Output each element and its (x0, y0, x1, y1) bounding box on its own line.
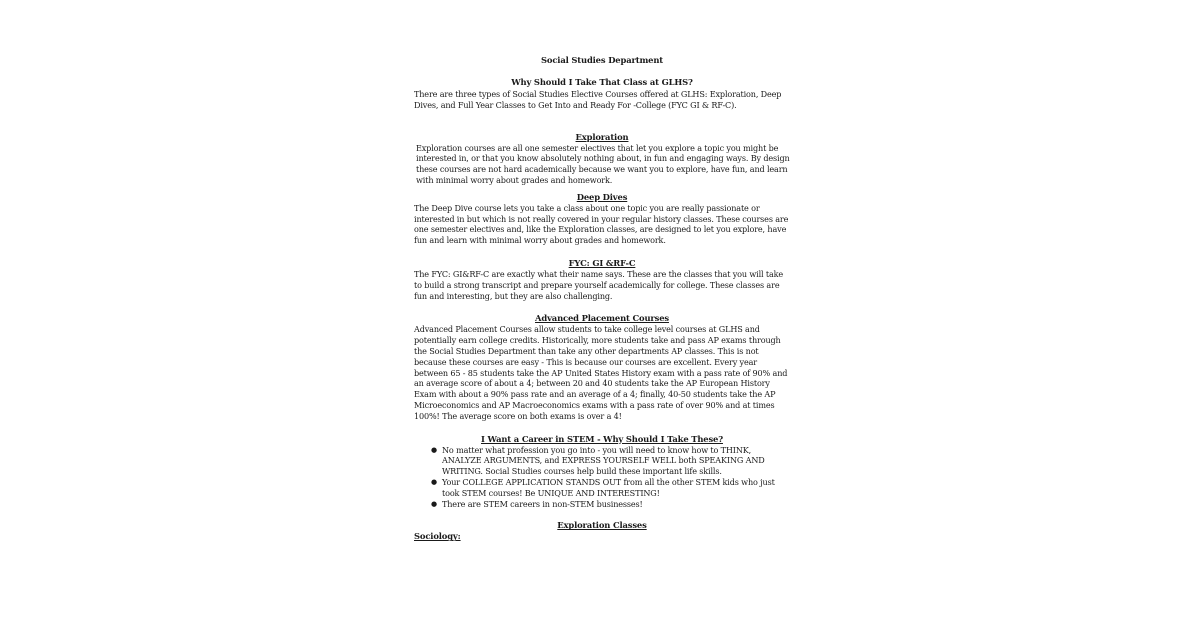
bullet-icon: ● (431, 499, 437, 508)
section-stem (414, 434, 790, 510)
section-heading-fyc: FYC: GI &RF-C (568, 257, 636, 268)
document-subtitle: Why Should I Take That Class at GLHS? (511, 77, 693, 87)
section-heading-ap-courses: Advanced Placement Courses (535, 313, 669, 324)
list-item-text: There are STEM careers in non-STEM businesses! (442, 498, 643, 509)
section-fyc (414, 258, 790, 301)
bullet-icon: ● (431, 445, 437, 454)
document-page (414, 55, 790, 542)
section-heading-deep-dives: Deep Dives (576, 191, 628, 202)
section-ap-courses (414, 313, 790, 421)
section-heading-exploration: Exploration (575, 131, 629, 142)
section-exploration (414, 132, 790, 186)
subheading-sociology: Sociology: (414, 531, 461, 542)
list-item-text: No matter what profession you go into - you will need to know how to THINK, ANALYZE ARGUMENTS, and EXPRESS YOURSELF WELL both SPEAKING AND WRITING. Social Studies courses help build these important life skills. (442, 444, 765, 477)
list-item (429, 477, 790, 499)
bullet-icon: ● (431, 477, 437, 486)
list-item-text: Your COLLEGE APPLICATION STANDS OUT from all the other STEM kids who just took STEM courses! Be UNIQUE AND INTERESTING! (442, 476, 775, 498)
section-body-deep-dives: The Deep Dive course lets you take a class about one topic you are really passionate or interested in but which is not really covered in your regular history classes. These courses are one semester electives and, like the Exploration classes, are designed to let you explore, have fun and learn with minimal worry about grades and homework. (414, 202, 789, 246)
section-heading-stem: I Want a Career in STEM - Why Should I Take These? (481, 433, 723, 444)
section-heading-exploration-classes: Exploration Classes (557, 520, 647, 531)
section-deep-dives (414, 192, 790, 246)
section-body-ap-courses: Advanced Placement Courses allow students to take college level courses at GLHS and potentially earn college credits. Historically, more students take and pass AP exams through the Social Studies Department than take any other departments AP classes. This is not because these courses are easy - This is because our courses are excellent. Every year between 65 - 85 students take the AP United States History exam with a pass rate of 90% and an average score of about a 4; between 20 and 40 students take the AP European History Exam with about a 90% pass rate and an average of a 4; finally, 40-50 students take the AP Microeconomics and AP Macroeconomics exams with a pass rate of over 90% and at times 100%! The average score on both exams is over a 4! (414, 324, 788, 421)
list-item (429, 499, 790, 510)
section-body-exploration: Exploration courses are all one semester electives that let you explore a topic you might be interested in, or that you know absolutely nothing about, in fun and engaging ways. By design these courses are not hard academically because we want you to explore, have fun, and learn with minimal worry about grades and homework. (416, 142, 790, 185)
intro-paragraph: There are three types of Social Studies Elective Courses offered at GLHS: Exploration, Deep Dives, and Full Year Classes to Get Into and Ready For -College (FYC GI & RF-C). (414, 89, 782, 110)
section-body-fyc: The FYC: GI&RF-C are exactly what their name says. These are the classes that you will take to build a strong transcript and prepare yourself academically for college. These classes are fun and interesting, but they are also challenging. (414, 268, 784, 301)
section-exploration-classes (414, 520, 790, 542)
list-item (429, 445, 790, 477)
stem-bullet-list (414, 445, 790, 510)
document-title: Social Studies Department (541, 55, 663, 65)
